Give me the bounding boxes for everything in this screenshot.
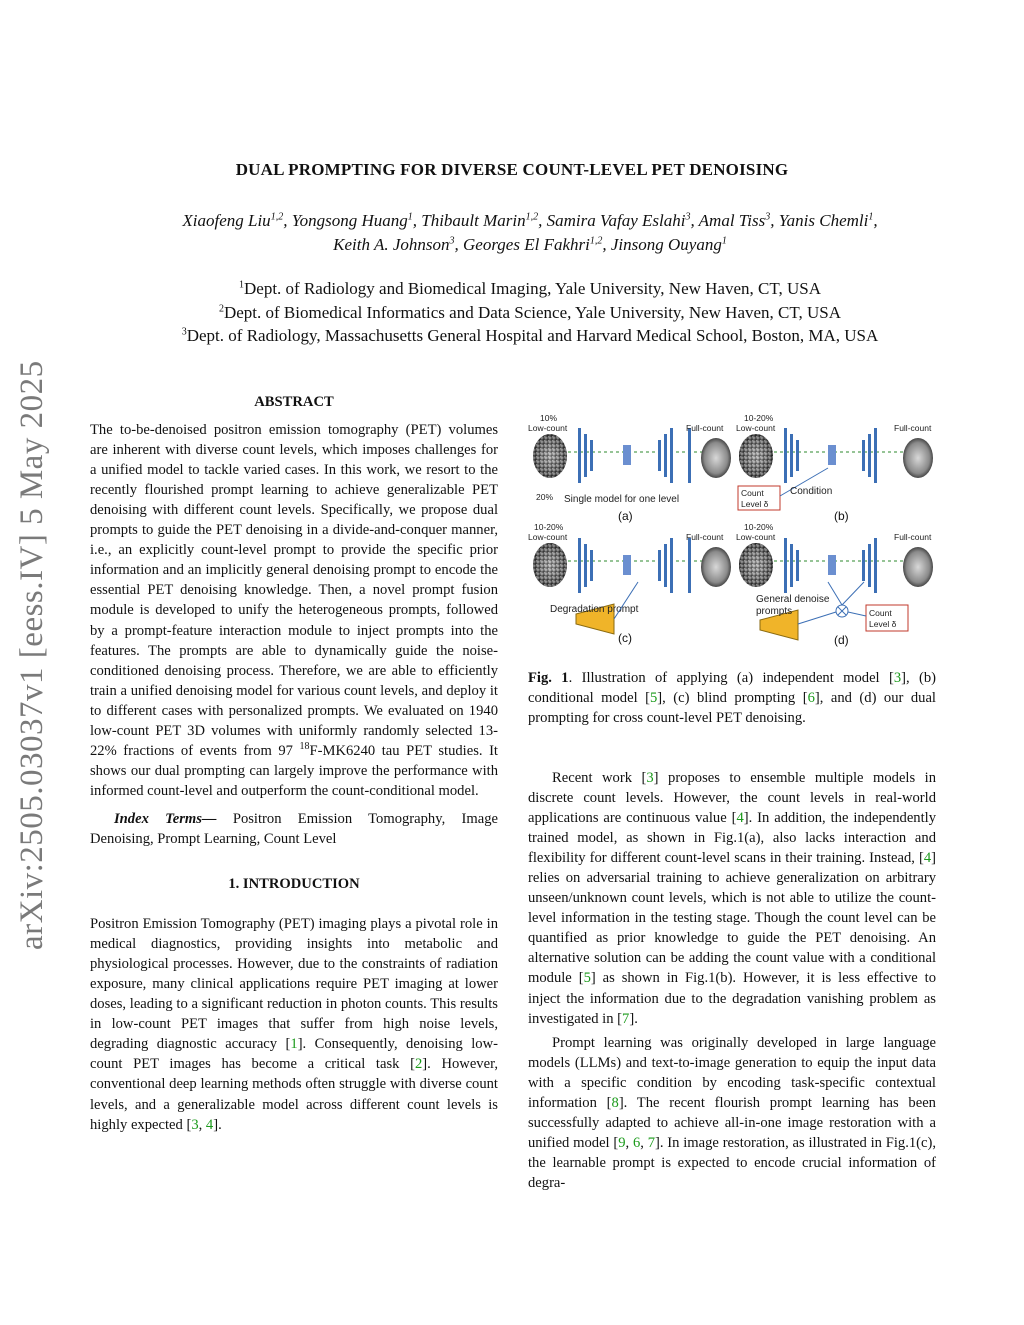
full-count-pet-image [701, 547, 731, 587]
decoder-layer [874, 428, 877, 483]
citation-link[interactable]: 4 [923, 850, 932, 867]
fig-label-text: 10-20% [534, 522, 564, 532]
full-count-pet-image [701, 438, 731, 478]
fig-label-text: prompts [756, 606, 793, 617]
encoder-layer [790, 434, 793, 477]
index-terms [90, 809, 498, 849]
affiliation-line [60, 277, 1000, 301]
affiliation-mark: 2 [218, 302, 224, 314]
fig-label-text: Full-count [894, 532, 932, 542]
panel-c [528, 522, 731, 645]
figure-caption [528, 668, 936, 728]
bottleneck-block [623, 445, 631, 465]
prompt-arrow [828, 582, 842, 605]
author-affil-mark: 1 [721, 235, 727, 247]
fig-label-text: 10% [540, 413, 558, 423]
isotope-superscript: 18 [299, 740, 310, 752]
paper-title: DUAL PROMPTING FOR DIVERSE COUNT-LEVEL PET DENOISING [235, 160, 789, 179]
bottleneck-block [623, 555, 631, 575]
caption-text: ], and (d) our dual prompting for cross count-level PET denoising. [528, 690, 936, 727]
encoder-layer [784, 428, 787, 483]
body-text: Prompt learning was originally developed in large language models (LLMs) and text-to-image generation to equip the input data with a specific condition by encoding task-specific contextual information [ [528, 1034, 936, 1111]
encoder-layer [590, 440, 593, 471]
author-name: Xiaofeng Liu [182, 211, 271, 230]
noise-overlay [533, 543, 567, 587]
prompt-arrow [842, 582, 864, 605]
bottleneck-block [828, 445, 836, 465]
abstract-heading: ABSTRACT [254, 394, 334, 410]
citation-link[interactable]: 9 [618, 1134, 626, 1151]
body-text: Recent work [ [552, 770, 647, 786]
caption-text: ], (c) blind prompting [ [657, 690, 808, 707]
fig-label-text: Low-count [736, 423, 776, 433]
fig-label-text: Count [741, 488, 764, 498]
fig-label-text: Low-count [736, 532, 776, 542]
subfigure-label: (a) [618, 509, 633, 523]
full-count-pet-image [903, 547, 933, 587]
body-text: ]. In addition, the independently trained model, as shown in Fig.1(a), also lacks interaction and flexibility for different count-level scans in their training. Instead, [ [528, 810, 936, 867]
noise-overlay [739, 434, 773, 478]
index-terms-label: Index Terms— [114, 810, 217, 827]
fig-label-text: Count [869, 608, 892, 618]
intro-text: ]. Consequently, denoising low-count PET images has become a critical task [ [90, 1036, 498, 1073]
decoder-layer [868, 544, 871, 587]
author-affil-mark: 1,2 [270, 211, 284, 223]
intro-text: , [198, 1116, 206, 1133]
encoder-layer [584, 544, 587, 587]
decoder-layer [658, 550, 661, 581]
author-name: Amal Tiss [698, 211, 766, 230]
body-text: ]. The recent flourish prompt learning has been successfully adapted to achieve all-in-one image restoration with a unified model [ [528, 1094, 936, 1151]
count-arrow [848, 612, 866, 616]
encoder-layer [796, 550, 799, 581]
decoder-layer [664, 434, 667, 477]
body-paragraph [528, 768, 936, 1029]
author-name: Samira Vafay Eslahi [546, 211, 686, 230]
encoder-layer [784, 538, 787, 593]
decoder-layer [670, 428, 673, 483]
citation-link[interactable]: 3 [191, 1116, 199, 1133]
affiliation-text: Dept. of Radiology and Biomedical Imaging, Yale University, New Haven, CT, USA [244, 279, 821, 298]
affiliation-text: Dept. of Radiology, Massachusetts General Hospital and Harvard Medical School, Boston, MA, USA [186, 326, 879, 345]
author-affil-mark: 3 [765, 211, 771, 223]
affiliation-line [60, 324, 1000, 348]
noise-overlay [533, 434, 567, 478]
fig-label-text: Single model for one level [564, 494, 680, 505]
panel-d [736, 522, 933, 647]
author-affil-mark: 3 [685, 211, 691, 223]
figure-1-diagram [528, 412, 938, 650]
citation-link[interactable]: 5 [583, 970, 591, 987]
body-text: ]. In image restoration, as illustrated in Fig.1(c), the learnable prompt is expected to encode crucial information of degra- [528, 1134, 937, 1191]
fig-label-text: Low-count [528, 532, 568, 542]
body-text: , [640, 1134, 648, 1151]
author-name: Keith A. Johnson [333, 235, 450, 254]
author-affil-mark: 1,2 [525, 211, 539, 223]
introduction-heading: 1. INTRODUCTION [228, 876, 360, 893]
citation-link[interactable]: 1 [290, 1036, 298, 1053]
subfigure-label: (d) [834, 633, 849, 647]
decoder-layer [862, 550, 865, 581]
citation-link[interactable]: 8 [611, 1094, 619, 1111]
citation-link[interactable]: 2 [414, 1056, 423, 1073]
citation-link[interactable]: 4 [205, 1116, 214, 1133]
decoder-layer [874, 538, 877, 593]
noise-overlay [739, 543, 773, 587]
body-text: , [625, 1134, 633, 1151]
body-text: ] as shown in Fig.1(b). However, it is less effective to inject the information due to the degradation vanishing problem as investigated in [ [528, 970, 936, 1027]
author-name: Thibault Marin [421, 211, 526, 230]
fig-label-text: Full-count [894, 423, 932, 433]
full-count-pet-image [903, 438, 933, 478]
subfigure-label: (b) [834, 509, 849, 523]
fig-label-text: Low-count [528, 423, 568, 433]
body-paragraph [528, 1033, 936, 1193]
citation-link[interactable]: 3 [646, 770, 654, 786]
encoder-layer [796, 440, 799, 471]
affiliation-line [60, 301, 1000, 325]
caption-text: ], (b) conditional model [ [528, 670, 936, 707]
author-name: Yanis Chemli [778, 211, 869, 230]
abstract-text: The to-be-denoised positron emission tomography (PET) volumes are inherent with diverse count levels, which imposes challenges for a unified model to tackle varied cases. In this work, we resort to the recently flourished prompt learning to achieve generalizable PET denoising with different count levels. Specifically, we propose dual prompts to guide the PET denoising in a divide-and-conquer manner, i.e., an explicitly count-level prompt to provide the specific prior information and an implicitly general denoising prompt to encode the essential PET denoising knowledge. Then, a novel prompt fusion module is developed to unify the heterogeneous prompts, followed by a prompt-feature interaction module to inject prompts into the features. The prompts are able to dynamically guide the noise-conditioned denoising process. Therefore, we are able to efficiently train a unified denoising model for various count levels, and deploy it to different cases with personalized prompts. We evaluated on 1940 low-count PET 3D volumes with uniformly randomly selected 13-22% fractions of events from 97 [90, 422, 498, 759]
author-name: Georges El Fakhri [463, 235, 590, 254]
caption-label: Fig. 1 [528, 670, 569, 686]
affiliation-mark: 1 [239, 279, 245, 291]
decoder-layer [664, 544, 667, 587]
affiliation-mark: 3 [181, 326, 187, 338]
fig-label-text: Degradation prompt [550, 604, 639, 615]
citation-link[interactable]: 4 [736, 810, 744, 827]
fig-label-text: Level δ [869, 619, 897, 629]
fig-label-text: Condition [790, 486, 833, 497]
bottleneck-block [828, 555, 836, 575]
citation-link[interactable]: 7 [647, 1134, 656, 1151]
intro-text: ]. [213, 1116, 222, 1133]
abstract-paragraph [90, 420, 498, 801]
author-affil-mark: 1,2 [589, 235, 603, 247]
decoder-layer [658, 440, 661, 471]
decoder-layer [868, 434, 871, 477]
fig-label-text: Full-count [686, 532, 724, 542]
citation-link[interactable]: 5 [649, 690, 658, 707]
intro-text: ]. However, conventional deep learning methods often struggle with diverse count levels, and a generalizable model across different count levels is highly expected [ [90, 1056, 498, 1133]
body-text: ]. [629, 1010, 638, 1027]
fig-label-text: General denoise [756, 594, 830, 605]
encoder-layer [578, 428, 581, 483]
author-affil-mark: 1 [407, 211, 413, 223]
encoder-layer [578, 538, 581, 593]
subfigure-label: (c) [618, 631, 632, 645]
arxiv-sidebar-stamp: arXiv:2505.03037v1 [eess.IV] 5 May 2025 [14, 360, 50, 950]
encoder-layer [590, 550, 593, 581]
author-name: Yongsong Huang [291, 211, 408, 230]
output-layer [688, 428, 691, 483]
author-affil-mark: 1 [868, 211, 874, 223]
citation-link[interactable]: 6 [807, 690, 815, 707]
citation-link[interactable]: 3 [893, 670, 902, 686]
affiliation-text: Dept. of Biomedical Informatics and Data Science, Yale University, New Haven, CT, USA [223, 302, 842, 322]
fig-label-text: Full-count [686, 423, 724, 433]
citation-link[interactable]: 6 [632, 1134, 641, 1151]
left-column [90, 392, 498, 1135]
citation-link[interactable]: 7 [622, 1010, 630, 1027]
intro-text: Positron Emission Tomography (PET) imaging plays a pivotal role in medical diagnostics, providing insights into metabolic and physiological processes. However, due to the constraints of radiation exposure, many clinical applications require PET imaging at lower doses, leading to a significant reduction in photon counts. This results in low-count PET images that suffer from high noise levels, degrading diagnostic accuracy [ [90, 916, 498, 1053]
fig-label-text: 20% [536, 492, 554, 502]
encoder-layer [790, 544, 793, 587]
right-column-body [528, 768, 936, 1193]
author-affil-mark: 3 [449, 235, 455, 247]
caption-text: . Illustration of applying (a) independent model [ [568, 670, 894, 686]
fig-label-text: 10-20% [744, 522, 774, 532]
introduction-paragraph [90, 914, 498, 1135]
panel-b [736, 413, 933, 523]
panel-a [528, 413, 731, 523]
output-layer [688, 538, 691, 593]
author-name: Jinsong Ouyang [610, 235, 722, 254]
affiliations [60, 277, 1000, 348]
body-text: ] relies on adversarial training to achieve generalization on arbitrary unseen/unknown count levels, which is not able to utilize the count-level information in the testing stage. Though the count level can be quantified as prior knowledge to guide the PET denoising. An alternative solution can be adding the count value with a conditional module [ [528, 850, 936, 987]
fig-label-text: Level δ [741, 499, 769, 509]
figure-1-svg [528, 412, 938, 650]
index-terms-text: Positron Emission Tomography, Image Denoising, Prompt Learning, Count Level [90, 810, 498, 847]
body-text: ] proposes to ensemble multiple models in discrete count levels. However, the count levels in real-world applications are continuous value [ [528, 770, 937, 827]
decoder-layer [862, 440, 865, 471]
decoder-layer [670, 538, 673, 593]
abstract-text-end: F-MK6240 tau PET studies. It shows our dual prompting can largely improve the performance with informed count-level and outperform the count-conditional model. [90, 742, 498, 799]
prompt-arrow [798, 612, 836, 624]
encoder-layer [584, 434, 587, 477]
author-list: Xiaofeng Liu$^{1,2}$, Yongsong Huang$^1$, Thibault Marin$^{1,2}$, Samira Vafay Eslahi$^3$, Amal Tiss$^3$, Yanis Chemli$^1$, Keith A. Johnson$^3$, Georges El Fakhri$^{1,2}$, Jinsong Ouyang$^1$ [182, 211, 878, 254]
fig-label-text: 10-20% [744, 413, 774, 423]
caption-paragraph [528, 668, 936, 728]
